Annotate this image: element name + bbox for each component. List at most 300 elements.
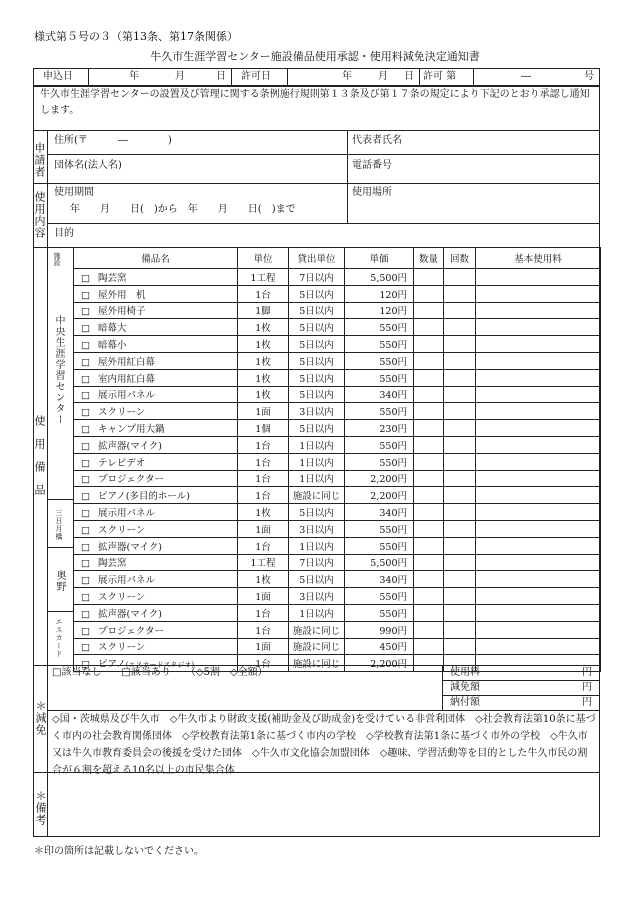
quantity-cell[interactable]	[414, 369, 444, 386]
label-column-divider	[47, 130, 48, 665]
item-name: 拡声器(マイク)	[97, 541, 163, 553]
document-title: 牛久市生涯学習センター施設備品使用承認・使用料減免決定通知書	[150, 50, 480, 63]
price-cell: 550円	[345, 453, 414, 470]
table-row	[74, 571, 601, 588]
lend-unit-cell: 1日以内	[289, 436, 345, 453]
item-name: スクリーン	[97, 524, 146, 536]
quantity-cell[interactable]	[414, 436, 444, 453]
lend-unit-cell: 1日以内	[289, 470, 345, 487]
checkbox[interactable]: □	[81, 642, 90, 654]
date-row-divider	[231, 68, 232, 86]
table-row	[74, 621, 601, 638]
checkbox[interactable]: □	[81, 440, 90, 452]
quantity-cell[interactable]	[414, 554, 444, 571]
table-row	[74, 420, 601, 437]
checkbox[interactable]: □	[81, 524, 90, 536]
exemption-criteria: ◇国・茨城県及び牛久市 ◇牛久市より財政支援(補助金及び助成金)を受けている非営利団体 ◇社会教育法第10条に基づく市内の社会教育関係団体 ◇学校教育法第1条に基づく市内の学校 ◇学校教育法第1条に基づく市外の学校 ◇牛久市又は牛久市教育委員会の後援を受けた団体 ◇牛久市文化協会加盟団体 ◇趣味、学習活動等を目的とした牛久市民の割合が６割を超える10名以上の市民集合体	[52, 714, 596, 776]
checkbox[interactable]: □	[81, 625, 90, 637]
address-label: 住所(〒 ― )	[54, 135, 172, 146]
checkbox[interactable]: □	[81, 508, 90, 520]
base-fee-cell[interactable]	[476, 470, 601, 487]
table-row	[74, 386, 601, 403]
table-row	[74, 285, 601, 302]
applied-month: 月	[175, 71, 185, 82]
purpose-label: 目的	[54, 228, 74, 239]
payment-label: 納付額	[450, 697, 480, 708]
times-cell[interactable]	[444, 520, 476, 537]
item-name: テレビデオ	[97, 457, 146, 469]
quantity-cell[interactable]	[414, 571, 444, 588]
price-cell: 120円	[345, 302, 414, 319]
divider	[47, 499, 73, 500]
price-cell: 550円	[345, 403, 414, 420]
lend-unit-cell: 3日以内	[289, 588, 345, 605]
quantity-cell[interactable]	[414, 638, 444, 655]
item-name-cell	[74, 369, 238, 386]
col-base-fee: 基本使用料	[476, 248, 601, 269]
item-name-cell	[74, 470, 238, 487]
price-cell: 550円	[345, 369, 414, 386]
price-cell: 230円	[345, 420, 414, 437]
facility-group-okuno: 奥野	[54, 570, 65, 592]
divider	[33, 183, 600, 184]
times-cell[interactable]	[444, 571, 476, 588]
quantity-cell[interactable]	[414, 588, 444, 605]
base-fee-cell[interactable]	[476, 554, 601, 571]
base-fee-cell[interactable]	[476, 386, 601, 403]
item-name: 暗幕小	[97, 340, 127, 352]
representative-label: 代表者氏名	[352, 135, 402, 146]
times-cell[interactable]	[444, 403, 476, 420]
applicant-section-label: 申請者	[33, 142, 46, 178]
date-row-divider	[419, 68, 420, 86]
unit-cell: 1台	[238, 621, 289, 638]
times-cell[interactable]	[444, 269, 476, 286]
times-cell[interactable]	[444, 436, 476, 453]
times-cell[interactable]	[444, 621, 476, 638]
item-name-cell	[74, 554, 238, 571]
item-name-cell	[74, 386, 238, 403]
item-name: 陶芸窯	[97, 272, 127, 284]
divider	[33, 665, 600, 666]
col-quantity: 数量	[414, 248, 444, 269]
checkbox[interactable]: □	[81, 457, 90, 469]
price-cell: 2,200円	[345, 470, 414, 487]
item-name-cell	[74, 487, 238, 504]
reduction-label: 減免額	[450, 682, 480, 693]
quantity-cell[interactable]	[414, 655, 444, 672]
quantity-cell[interactable]	[414, 352, 444, 369]
times-cell[interactable]	[444, 504, 476, 521]
lend-unit-cell: 5日以内	[289, 420, 345, 437]
date-row-divider	[88, 68, 89, 86]
unit-cell: 1台	[238, 453, 289, 470]
item-name: 暗幕大	[97, 323, 127, 335]
approved-day: 日	[404, 71, 414, 82]
col-unit: 単位	[238, 248, 289, 269]
base-fee-cell[interactable]	[476, 403, 601, 420]
lend-unit-cell: 5日以内	[289, 285, 345, 302]
table-row	[74, 520, 601, 537]
quantity-cell[interactable]	[414, 420, 444, 437]
table-row	[74, 537, 601, 554]
exemption-divider	[47, 665, 48, 837]
price-cell: 550円	[345, 319, 414, 336]
item-name-cell	[74, 588, 238, 605]
quantity-cell[interactable]	[414, 520, 444, 537]
times-cell[interactable]	[444, 453, 476, 470]
checkbox[interactable]: □	[81, 608, 90, 620]
lend-unit-cell: 1日以内	[289, 604, 345, 621]
base-fee-cell[interactable]	[476, 269, 601, 286]
lend-unit-cell: 1日以内	[289, 537, 345, 554]
facility-col-header: 施設	[53, 252, 61, 266]
checkbox[interactable]: □	[81, 306, 90, 318]
table-row	[74, 436, 601, 453]
table-row	[74, 369, 601, 386]
unit-cell: 1工程	[238, 269, 289, 286]
exemption-options[interactable]: □該当なし □該当あり （◇5割 ◇全額）	[52, 667, 268, 678]
col-item-name: 備品名	[74, 248, 238, 269]
item-name: スクリーン	[97, 407, 146, 419]
fee-label: 使用料	[450, 667, 480, 678]
price-cell: 550円	[345, 352, 414, 369]
divider	[33, 772, 600, 773]
quantity-cell[interactable]	[414, 604, 444, 621]
reduction-yen: 円	[582, 682, 592, 693]
lend-unit-cell: 施設に同じ	[289, 621, 345, 638]
item-name: プロジェクター	[97, 625, 165, 637]
item-name: 展示用パネル	[97, 508, 155, 520]
unit-cell: 1面	[238, 403, 289, 420]
quantity-cell[interactable]	[414, 504, 444, 521]
base-fee-cell[interactable]	[476, 621, 601, 638]
unit-cell: 1面	[238, 588, 289, 605]
item-name: 拡声器(マイク)	[97, 440, 163, 452]
price-cell: 450円	[345, 638, 414, 655]
lend-unit-cell: 5日以内	[289, 352, 345, 369]
equipment-section-label: 使用備品	[33, 415, 46, 507]
price-cell: 550円	[345, 336, 414, 353]
item-name: 屋外用 机	[97, 289, 146, 301]
quantity-cell[interactable]	[414, 285, 444, 302]
fee-yen: 円	[582, 667, 592, 678]
date-row-divider	[287, 68, 288, 86]
price-cell: 990円	[345, 621, 414, 638]
item-name-cell	[74, 352, 238, 369]
unit-cell: 1台	[238, 655, 289, 672]
times-cell[interactable]	[444, 369, 476, 386]
unit-cell: 1枚	[238, 571, 289, 588]
unit-cell: 1工程	[238, 554, 289, 571]
price-cell: 340円	[345, 571, 414, 588]
table-row	[74, 638, 601, 655]
times-cell[interactable]	[444, 302, 476, 319]
times-cell[interactable]	[444, 554, 476, 571]
times-cell[interactable]	[444, 352, 476, 369]
checkbox[interactable]: □	[81, 356, 90, 368]
checkbox[interactable]: □	[81, 323, 90, 335]
item-name-cell	[74, 319, 238, 336]
price-cell: 2,200円	[345, 487, 414, 504]
payment-yen: 円	[582, 697, 592, 708]
lend-unit-cell: 3日以内	[289, 520, 345, 537]
item-name-cell	[74, 436, 238, 453]
base-fee-cell[interactable]	[476, 571, 601, 588]
lend-unit-cell: 5日以内	[289, 369, 345, 386]
table-row	[74, 319, 601, 336]
unit-cell: 1面	[238, 638, 289, 655]
price-cell: 550円	[345, 520, 414, 537]
price-cell: 550円	[345, 537, 414, 554]
price-cell: 2,200円	[345, 655, 414, 672]
equipment-table-header	[74, 248, 601, 269]
unit-cell: 1脚	[238, 302, 289, 319]
approved-month: 月	[378, 71, 388, 82]
quantity-cell[interactable]	[414, 453, 444, 470]
lend-unit-cell: 施設に同じ	[289, 487, 345, 504]
lend-unit-cell: 7日以内	[289, 554, 345, 571]
applicant-divider	[347, 130, 348, 183]
lend-unit-cell: 5日以内	[289, 319, 345, 336]
base-fee-cell[interactable]	[476, 588, 601, 605]
group-name-label: 団体名(法人名)	[54, 160, 122, 171]
divider	[442, 695, 600, 696]
item-name: 室内用紅白幕	[97, 373, 155, 385]
times-cell[interactable]	[444, 537, 476, 554]
price-cell: 120円	[345, 285, 414, 302]
price-cell: 5,500円	[345, 269, 414, 286]
lend-unit-cell: 施設に同じ	[289, 638, 345, 655]
item-name-cell	[74, 604, 238, 621]
divider	[442, 680, 600, 681]
divider	[47, 547, 73, 548]
permit-dash: ―	[521, 71, 531, 82]
quantity-cell[interactable]	[414, 487, 444, 504]
period-label: 使用期間	[54, 187, 94, 198]
approved-date-label: 許可日	[241, 71, 271, 82]
lend-unit-cell: 5日以内	[289, 336, 345, 353]
col-price: 単価	[345, 248, 414, 269]
table-row	[74, 470, 601, 487]
facility-group-escard: エスカード	[55, 618, 63, 658]
divider	[47, 223, 600, 224]
quantity-cell[interactable]	[414, 537, 444, 554]
times-cell[interactable]	[444, 285, 476, 302]
unit-cell: 1枚	[238, 319, 289, 336]
price-cell: 550円	[345, 604, 414, 621]
checkbox[interactable]: □	[81, 272, 90, 284]
lend-unit-cell: 1日以内	[289, 453, 345, 470]
base-fee-cell[interactable]	[476, 369, 601, 386]
item-name-cell	[74, 520, 238, 537]
checkbox[interactable]: □	[81, 289, 90, 301]
base-fee-cell[interactable]	[476, 487, 601, 504]
unit-cell: 1台	[238, 487, 289, 504]
item-name-cell	[74, 285, 238, 302]
unit-cell: 1台	[238, 537, 289, 554]
item-name: スクリーン	[97, 592, 146, 604]
quantity-cell[interactable]	[414, 336, 444, 353]
base-fee-cell[interactable]	[476, 504, 601, 521]
place-label: 使用場所	[352, 187, 392, 198]
checkbox[interactable]: □	[81, 575, 90, 587]
lend-unit-cell: 5日以内	[289, 386, 345, 403]
period-line: 年 月 日( )から 年 月 日( )まで	[70, 204, 296, 215]
base-fee-cell[interactable]	[476, 352, 601, 369]
item-name-cell	[74, 504, 238, 521]
item-name-cell	[74, 537, 238, 554]
base-fee-cell[interactable]	[476, 285, 601, 302]
item-name-cell	[74, 571, 238, 588]
permit-number-label: 許可 第	[423, 71, 457, 82]
checkbox[interactable]: □	[81, 474, 90, 486]
quantity-cell[interactable]	[414, 319, 444, 336]
item-name-note: (エスカードスタジオ)	[125, 661, 195, 670]
times-cell[interactable]	[444, 336, 476, 353]
item-name-cell	[74, 638, 238, 655]
base-fee-cell[interactable]	[476, 302, 601, 319]
unit-cell: 1枚	[238, 336, 289, 353]
date-row	[33, 68, 600, 86]
unit-cell: 1個	[238, 420, 289, 437]
table-row	[74, 487, 601, 504]
times-cell[interactable]	[444, 638, 476, 655]
table-row	[74, 352, 601, 369]
item-name-cell	[74, 420, 238, 437]
checkbox[interactable]: □	[81, 424, 90, 436]
price-cell: 5,500円	[345, 554, 414, 571]
price-cell: 340円	[345, 504, 414, 521]
item-name: 拡声器(マイク)	[97, 608, 163, 620]
times-cell[interactable]	[444, 470, 476, 487]
base-fee-cell[interactable]	[476, 537, 601, 554]
equipment-table	[73, 247, 601, 672]
times-cell[interactable]	[444, 487, 476, 504]
usage-section-label: 使用内容	[33, 191, 46, 239]
unit-cell: 1面	[238, 520, 289, 537]
item-name: 展示用パネル	[97, 575, 155, 587]
item-name-cell	[74, 269, 238, 286]
checkbox[interactable]: □	[81, 373, 90, 385]
exemption-section-label: ＊減免	[34, 700, 47, 736]
item-name: 展示用パネル	[97, 390, 155, 402]
unit-cell: 1枚	[238, 386, 289, 403]
base-fee-cell[interactable]	[476, 420, 601, 437]
item-name: 屋外用紅白幕	[97, 356, 155, 368]
table-row	[74, 302, 601, 319]
base-fee-cell[interactable]	[476, 453, 601, 470]
times-cell[interactable]	[444, 386, 476, 403]
applied-year: 年	[129, 71, 139, 82]
quantity-cell[interactable]	[414, 470, 444, 487]
item-name-cell	[74, 403, 238, 420]
checkbox[interactable]: □	[81, 592, 90, 604]
table-row	[74, 554, 601, 571]
col-times: 回数	[444, 248, 476, 269]
item-name: 屋外用椅子	[97, 306, 146, 318]
divider	[47, 154, 600, 155]
times-cell[interactable]	[444, 319, 476, 336]
usage-divider	[347, 183, 348, 223]
item-name: プロジェクター	[97, 474, 165, 486]
item-name-cell	[74, 302, 238, 319]
base-fee-cell[interactable]	[476, 319, 601, 336]
quantity-cell[interactable]	[414, 621, 444, 638]
lend-unit-cell: 7日以内	[289, 269, 345, 286]
checkbox[interactable]: □	[81, 340, 90, 352]
base-fee-cell[interactable]	[476, 336, 601, 353]
base-fee-cell[interactable]	[476, 436, 601, 453]
facility-group-central: 中央生涯学習センター	[53, 315, 64, 425]
approved-year: 年	[342, 71, 352, 82]
unit-cell: 1台	[238, 470, 289, 487]
lend-unit-cell: 施設に同じ	[289, 655, 345, 672]
checkbox[interactable]: □	[81, 390, 90, 402]
unit-cell: 1台	[238, 604, 289, 621]
fee-box-divider	[442, 665, 443, 710]
base-fee-cell[interactable]	[476, 604, 601, 621]
base-fee-cell[interactable]	[476, 520, 601, 537]
item-name: ピアノ	[97, 659, 126, 671]
checkbox[interactable]: □	[81, 541, 90, 553]
col-lend-unit: 貸出単位	[289, 248, 345, 269]
price-cell: 550円	[345, 436, 414, 453]
item-name: スクリーン	[97, 642, 146, 654]
table-row	[74, 403, 601, 420]
unit-cell: 1台	[238, 285, 289, 302]
unit-cell: 1枚	[238, 369, 289, 386]
checkbox[interactable]: □	[81, 558, 90, 570]
price-cell: 340円	[345, 386, 414, 403]
times-cell[interactable]	[444, 588, 476, 605]
times-cell[interactable]	[444, 420, 476, 437]
quantity-cell[interactable]	[414, 386, 444, 403]
form-number: 様式第５号の３（第13条、第17条関係）	[34, 30, 238, 43]
lend-unit-cell: 5日以内	[289, 302, 345, 319]
applied-date-label: 申込日	[43, 71, 73, 82]
date-row-divider	[473, 68, 474, 86]
quantity-cell[interactable]	[414, 302, 444, 319]
permit-number-suffix: 号	[584, 71, 594, 82]
unit-cell: 1枚	[238, 504, 289, 521]
lend-unit-cell: 5日以内	[289, 571, 345, 588]
base-fee-cell[interactable]	[476, 638, 601, 655]
item-name-cell	[74, 453, 238, 470]
lend-unit-cell: 3日以内	[289, 403, 345, 420]
quantity-cell[interactable]	[414, 269, 444, 286]
table-row	[74, 604, 601, 621]
table-row	[74, 453, 601, 470]
checkbox[interactable]: □	[81, 407, 90, 419]
footnote: ＊印の箇所は記載しないでください。	[34, 846, 204, 857]
checkbox[interactable]: □	[81, 491, 90, 503]
table-row	[74, 269, 601, 286]
checkbox[interactable]: □	[81, 659, 90, 671]
unit-cell: 1台	[238, 436, 289, 453]
divider	[33, 130, 600, 131]
table-row	[74, 588, 601, 605]
item-name: 陶芸窯	[97, 558, 127, 570]
divider	[47, 611, 73, 612]
facility-group-mikazukibashi: 三日月橋	[55, 509, 63, 541]
unit-cell: 1枚	[238, 352, 289, 369]
item-name-cell	[74, 621, 238, 638]
table-row	[74, 336, 601, 353]
times-cell[interactable]	[444, 604, 476, 621]
quantity-cell[interactable]	[414, 403, 444, 420]
intro-text: 牛久市生涯学習センターの設置及び管理に関する条例施行規則第１３条及び第１７条の規定により下記のとおり承認し通知します。	[40, 89, 590, 116]
